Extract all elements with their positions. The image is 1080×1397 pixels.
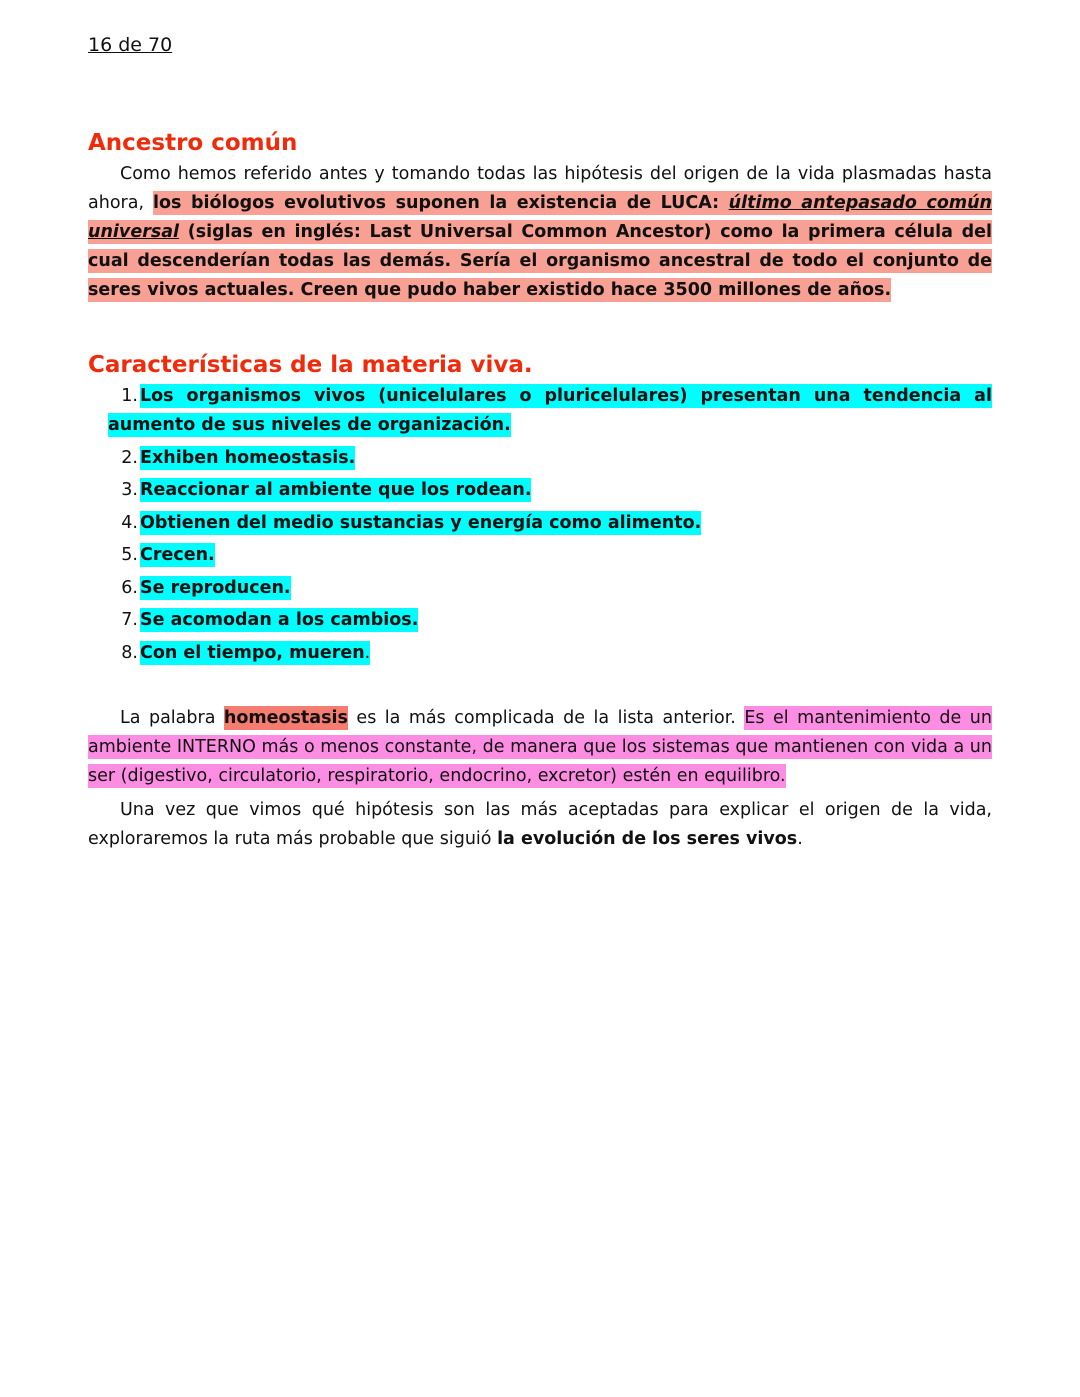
text-run: Como hemos referido antes y tomando todas las hipótesis del origen de la vida plasmadas hasta ahora,: [88, 164, 992, 213]
list-item: [108, 541, 992, 570]
characteristics-list: [108, 382, 992, 671]
text-run: La palabra: [120, 708, 224, 728]
list-item: [108, 606, 992, 635]
list-number: 4.: [121, 512, 138, 533]
highlight-cyan: Reaccionar al ambiente que los rodean.: [140, 480, 532, 500]
list-item: [108, 476, 992, 505]
paragraph-evolucion: [88, 796, 992, 854]
text-run: .: [797, 829, 803, 849]
highlight-cyan: Se acomodan a los cambios.: [140, 610, 419, 630]
list-number: 1.: [121, 386, 138, 406]
section-title-caracteristicas: Características de la materia viva.: [88, 352, 533, 378]
luca-term: último antepasado común universal: [88, 193, 992, 242]
page-number: 16 de 70: [88, 34, 173, 56]
list-number: 3.: [121, 480, 138, 500]
list-number: 5.: [121, 545, 138, 565]
highlight-cyan: Crecen.: [140, 545, 215, 565]
highlight-cyan: [140, 641, 370, 665]
bold-phrase: la evolución de los seres vivos: [497, 829, 798, 849]
text-run: .: [364, 642, 371, 663]
text-run: (siglas en inglés: Last Universal Common Ancestor) como la primera célula del cual descenderían todas las demás. Sería el organismo ancestral de todo el conjunto de seres vivos actuales. Creen que pudo haber existido hace 3500 millones de años.: [88, 222, 992, 300]
list-item: [108, 639, 992, 668]
list-number: 2.: [121, 447, 138, 468]
list-number: 7.: [121, 610, 138, 630]
homeostasis-keyword: homeostasis: [223, 708, 348, 728]
list-item: [108, 509, 992, 538]
highlight-magenta: Es el mantenimiento de un ambiente INTERNO más o menos constante, de manera que los sistemas que mantienen con vida a un ser (digestivo, circulatorio, respiratorio, endocrino, excretor) estén en equilibro.: [88, 708, 992, 786]
list-item: [108, 574, 992, 603]
text-run: Una vez que vimos qué hipótesis son las más aceptadas para explicar el origen de la vida, exploraremos la ruta más probable que siguió: [88, 800, 992, 849]
highlight-cyan: Los organismos vivos (unicelulares o pluricelulares) presentan una tendencia al aumento de sus niveles de organización.: [108, 386, 992, 435]
paragraph-homeostasis: [88, 704, 992, 791]
list-item: [108, 444, 992, 473]
list-number: 6.: [121, 577, 138, 598]
highlight-cyan: Obtienen del medio sustancias y energía como alimento.: [140, 512, 702, 533]
paragraph-ancestro: [88, 160, 992, 305]
section-title-ancestro: Ancestro común: [88, 130, 298, 156]
text-run: Con el tiempo, mueren: [140, 642, 365, 663]
list-number: 8.: [121, 642, 138, 663]
text-run: los biólogos evolutivos suponen la existencia de LUCA:: [153, 193, 729, 213]
highlight-cyan: Se reproducen.: [140, 577, 291, 598]
text-run: es la más complicada de la lista anterior.: [347, 708, 745, 728]
highlight-salmon: [88, 191, 992, 302]
highlight-cyan: Exhiben homeostasis.: [140, 447, 356, 468]
list-item: [108, 382, 992, 440]
